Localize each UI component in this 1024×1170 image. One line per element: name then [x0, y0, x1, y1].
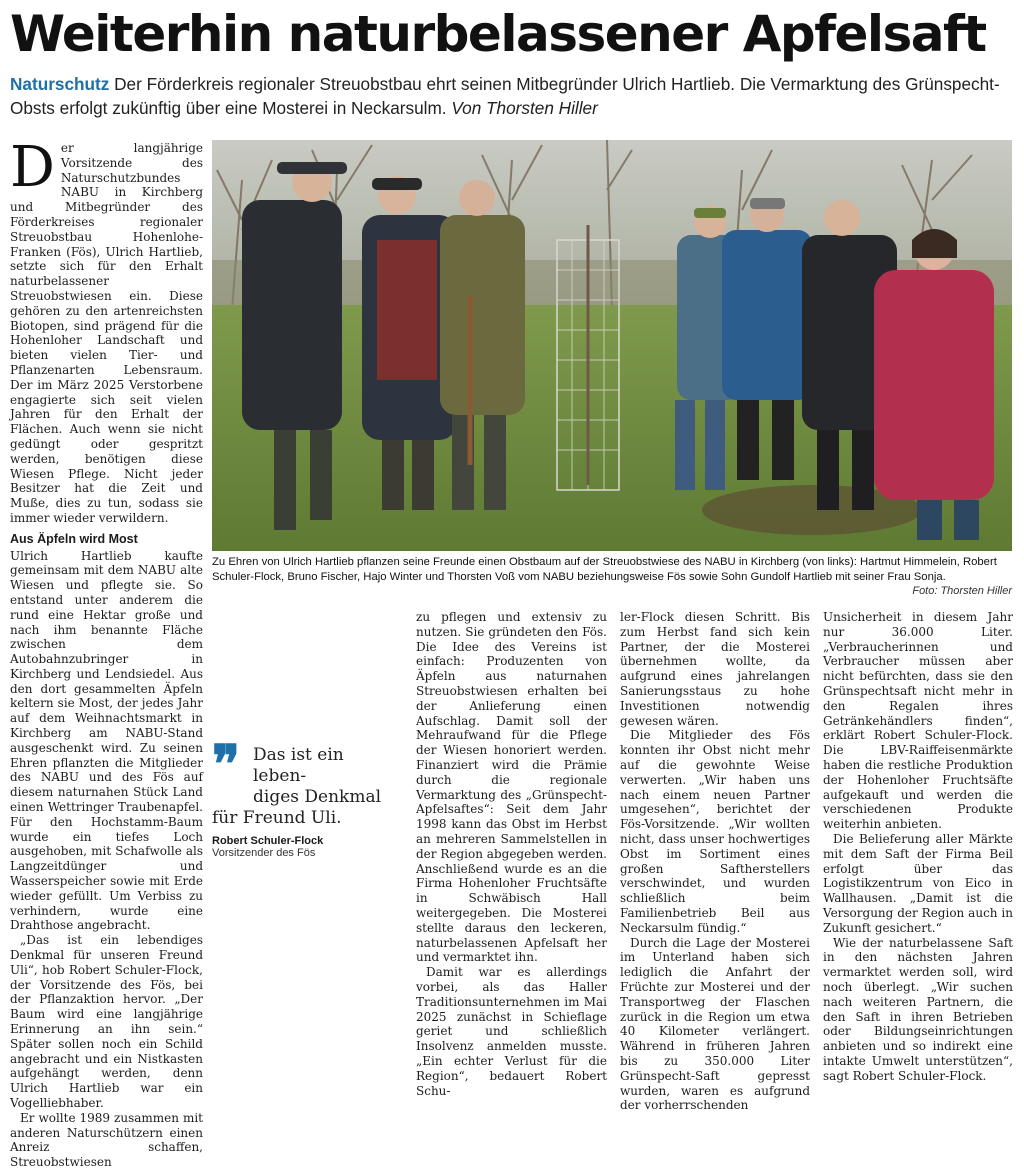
pull-quote — [212, 734, 402, 859]
pull-quote-line-2: diges Denkmal — [253, 787, 382, 807]
article-column-3 — [416, 610, 607, 1098]
article-column-1 — [10, 135, 203, 1170]
article-teaser — [10, 72, 1014, 120]
pull-quote-author-role: Vorsitzender des Fös — [212, 847, 316, 859]
column-1-paragraph-3: „Das ist ein lebendiges Denkmal für unseren Freund Uli“, hob Robert Schuler-Flock, der Vorsitzende des Fös, bei der Pflanzaktion hervor. „Der Baum wird eine langjährige Erinnerung an ihn sein.“ Später sollen noch ein Schild angebracht und ein Nistkasten aufgehängt werden, denn Ulrich Hartlieb war ein Vogelliebhaber. — [10, 933, 203, 1110]
column-4-paragraph-2: Die Mitglieder des Fös konnten ihr Obst nicht mehr auf die gewohnte Weise verwerten. „Wir haben uns nach einem neuen Partner umgesehen“, berichtet der Fös-Vorsitzende. „Wir wollten nicht, dass unser hochwertiges Obst im Sortiment eines großen Saftherstellers verschwindet, und wurden schließlich beim Familienbetrieb Beil aus Neckarsulm fündig.“ — [620, 728, 810, 935]
teaser-byline: Von Thorsten Hiller — [451, 98, 598, 118]
column-5-paragraph-3: Wie der naturbelassene Saft in den nächsten Jahren vermarktet werden soll, wird noch überlegt. „Wir suchen nach weiteren Partnern, die den Saft in ihren Betrieben oder Bildungseinrichtungen anbieten und so indirekt eine intakte Umwelt unterstützen“, sagt Robert Schuler-Flock. — [823, 935, 1013, 1083]
photo-illustration — [212, 140, 1012, 551]
column-3-paragraph-1: zu pflegen und extensiv zu nutzen. Sie gründeten den Fös. Die Idee des Vereins ist einfach: Produzenten von Äpfeln aus naturnahen Streuobstwiesen erhalten bei der Anlieferung einen Aufschlag. Damit soll der Mehraufwand für die Pflege der Wiesen honoriert werden. Finanziert wird die Prämie durch die regionale Vermarktung des „Grünspecht-Apfelsaftes“: Seit dem Jahr 1998 kann das Obst im Herbst an mehreren Sammelstellen in der Region abgegeben werden. Anschließend wurde es an die Firma Hohenloher Fruchtsäfte in Schwäbisch Hall weitergegeben. Die Mosterei stellte daraus den leckeren, naturbelassenen Apfelsaft her und vermarktet ihn. — [416, 610, 607, 965]
column-1-paragraph-1: er langjährige Vorsitzende des Naturschutzbundes NABU in Kirchberg und Mitbegründer des Förderkreises regionaler Streuobstbau Hohenlohe-Franken (Fös), Ulrich Hartlieb, setzte sich für den Erhalt naturbelassener Streuobstwiesen ein. Diese gehören zu den artenreichsten Biotopen, sind prägend für die Hohenloher Landschaft und bieten vielen Tier- und Pflanzenarten Lebensraum. Der im März 2025 Verstorbene engagierte sich seit vielen Jahren für den Erhalt der Flächen. Auch wenn sie nicht gedüngt oder gespritzt werden, benötigen diese Wiesen Pflege. Nicht jeder Besitzer hat die Zeit und Muße, dies zu tun, sodass sie immer wieder verwildern. — [10, 141, 203, 525]
column-4-paragraph-3: Durch die Lage der Mosterei im Unterland haben sich lediglich die Anfahrt der Früchte zur Mosterei und der Transportweg der Flaschen zurück in die Region um etwa 40 Kilometer verlängert. Während in früheren Jahren bis zu 350.000 Liter Grünspecht-Saft gepresst wurden, waren es aufgrund der vorherrschenden — [620, 935, 810, 1113]
pull-quote-line-1: Das ist ein leben- — [253, 745, 344, 786]
pull-quote-text — [212, 745, 402, 829]
article-subhead: Aus Äpfeln wird Most — [10, 531, 138, 546]
teaser-kicker: Naturschutz — [10, 74, 110, 94]
photo-credit: Foto: Thorsten Hiller — [912, 585, 1012, 597]
pull-quote-line-3: für Freund Uli. — [212, 808, 342, 828]
column-5-paragraph-1: Unsicherheit in diesem Jahr nur 36.000 Liter. „Verbraucherinnen und Verbraucher müssen aber nicht befürchten, dass sie den Grünspechtsaft nicht mehr in den Regalen ihres Getränkehändlers finden“, erklärt Robert Schuler-Flock. Die LBV-Raiffeisenmärkte haben die restliche Produktion der Hohenloher Fruchtsäfte aufgekauft und werden die verschiedenen Produkte weiterhin anbieten. — [823, 610, 1013, 832]
teaser-text: Der Förderkreis regionaler Streuobstbau ehrt seinen Mitbegründer Ulrich Hartlieb. Die Vermarktung des Grünspecht-Obsts erfolgt zukünftig über eine Mosterei in Neckarsulm. — [10, 74, 1000, 118]
column-4-paragraph-1: ler-Flock diesen Schritt. Bis zum Herbst fand sich kein Partner, der die Mosterei übernehmen wollte, da aufgrund eines jahrelangen Sanierungsstaus zu hohe Investitionen notwendig gewesen wären. — [620, 610, 810, 728]
article-headline: Weiterhin naturbelassener Apfelsaft — [10, 5, 986, 63]
article-column-4 — [620, 610, 810, 1113]
article-column-5 — [823, 610, 1013, 1083]
drop-cap: D — [10, 135, 55, 200]
article-photo — [212, 140, 1012, 551]
column-5-paragraph-2: Die Belieferung aller Märkte mit dem Saft der Firma Beil erfolgt über das Logistikzentrum von Eico in Wallhausen. „Damit ist die Versorgung der Region auch in Zukunft gesichert.“ — [823, 831, 1013, 935]
column-3-paragraph-2: Damit war es allerdings vorbei, als das Haller Traditionsunternehmen im Mai 2025 zunächst in Schieflage geriet und schließlich Insolvenz anmelden musste. „Ein echter Verlust für die Region“, bedauert Robert Schu- — [416, 965, 607, 1098]
pull-quote-author: Robert Schuler-Flock — [212, 835, 324, 847]
column-1-paragraph-4: Er wollte 1989 zusammen mit anderen Naturschützern einen Anreiz schaffen, Streuobstwiesen — [10, 1110, 203, 1170]
photo-caption: Zu Ehren von Ulrich Hartlieb pflanzen seine Freunde einen Obstbaum auf der Streuobstwiese des NABU in Kirchberg (von links): Hartmut Himmelein, Robert Schuler-Flock, Bruno Fischer, Hajo Winter und Thorsten Voß vom NABU beziehungsweise Fös sowie Sohn Gundolf Hartlieb mit seiner Frau Sonja. — [212, 556, 997, 583]
quote-mark-icon: ❞ — [212, 734, 240, 795]
column-1-paragraph-2: Ulrich Hartlieb kaufte gemeinsam mit dem NABU alte Wiesen und pflegte sie. So entstand unter anderem die rund eine Hektar große und nach ihm benannte Fläche zwischen dem Autobahnzubringer in Kirchberg und Lendsiedel. Aus den dort gesammelten Äpfeln keltern sie Most, der jedes Jahr auf dem Weihnachtsmarkt in Kirchberg am NABU-Stand ausgeschenkt wird. Zu seinen Ehren pflanzten die Mitglieder des NABU und des Fös auf diesem naturnahen Stück Land einen Wettringer Traubenapfel. Für den Hochstamm-Baum wurde ein tiefes Loch ausgehoben, mit Schafwolle als Langzeitdünger und Wasserspeicher sowie mit Erde wieder gefüllt. Um Verbiss zu verhindern, wurde eine Drahthose angebracht. — [10, 548, 203, 933]
